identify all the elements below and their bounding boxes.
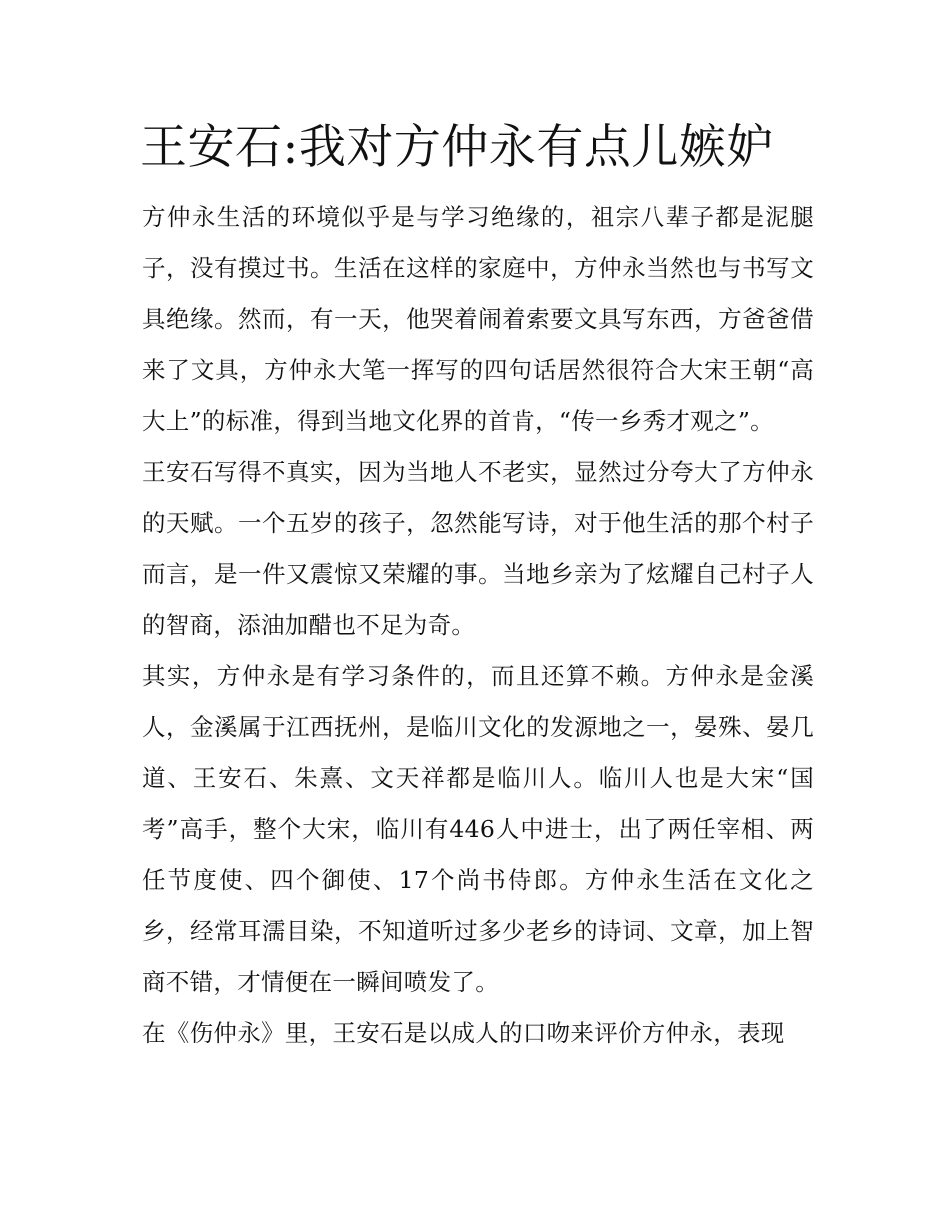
paragraph-4: 在《伤仲永》里，王安石是以成人的口吻来评价方仲永，表现	[142, 1019, 785, 1047]
paragraph-3: 其实，方仲永是有学习条件的，而且还算不赖。方仲永是金溪人，金溪属于江西抚州，是临川文化的发源地之一，晏殊、晏几道、王安石、朱熹、文天祥都是临川人。临川人也是大宋“国考”高手，整个大宋，临川有446人中进士，出了两任宰相、两任节度使、四个御使、17个尚书侍郎。方仲永生活在文化之乡，经常耳濡目染，不知道听过多少老乡的诗词、文章，加上智商不错，才情便在一瞬间喷发了。	[142, 662, 814, 996]
page-title: 王安石:我对方仲永有点儿嫉妒	[140, 120, 774, 175]
document-body	[142, 118, 814, 1059]
paragraph-1: 方仲永生活的环境似乎是与学习绝缘的，祖宗八辈子都是泥腿子，没有摸过书。生活在这样的家庭中，方仲永当然也与书写文具绝缘。然而，有一天，他哭着闹着索要文具写东西，方爸爸借来了文具，方仲永大笔一挥写的四句话居然很符合大宋王朝“高大上”的标准，得到当地文化界的首肯，“传一乡秀才观之”。	[142, 203, 814, 435]
paragraph-2: 王安石写得不真实，因为当地人不老实，显然过分夸大了方仲永的天赋。一个五岁的孩子，忽然能写诗，对于他生活的那个村子而言，是一件又震惊又荣耀的事。当地乡亲为了炫耀自己村子人的智商，添油加醋也不足为奇。	[142, 458, 814, 639]
